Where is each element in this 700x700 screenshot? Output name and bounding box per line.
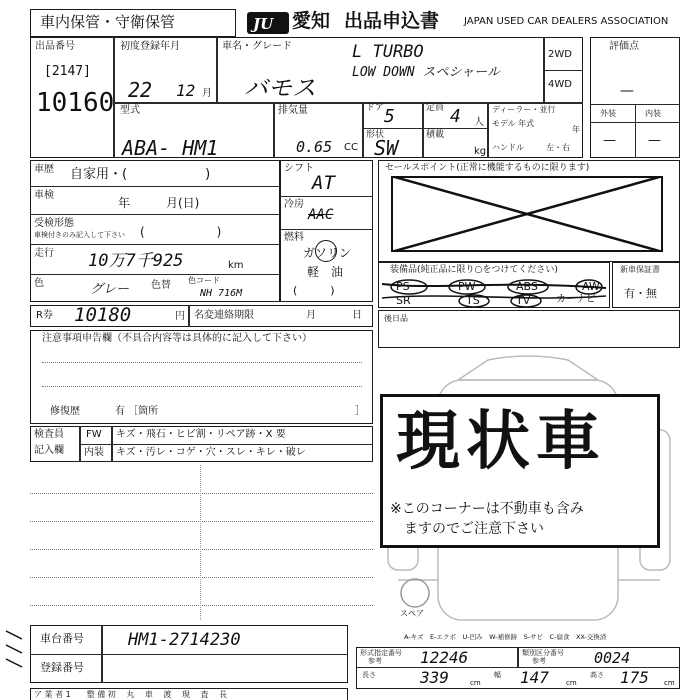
history-label: 車歴 [34, 164, 54, 175]
grade-line-1: L TURBO [352, 42, 424, 62]
inspector-label-1: 検査員 [34, 429, 64, 440]
color-value: グレー [90, 282, 130, 297]
shift-label: シフト [284, 163, 314, 174]
registration-month-unit: 月 [202, 88, 212, 99]
model-label: 型式 [120, 105, 140, 116]
equipment-strike-marks [378, 274, 610, 308]
ac-value: AAC [308, 207, 334, 223]
damage-legend: A-キズ E-エクボ U-凹み W-補修跡 S-サビ C-腐食 XX-交換済 [404, 633, 607, 641]
category-label: 類別区分番号 [522, 649, 564, 657]
equip-ps: PS [396, 280, 410, 293]
fuel-diesel: 軽 油 [307, 265, 344, 279]
inspection-label: 車検 [34, 190, 54, 201]
repair-close: ］ [355, 406, 365, 417]
equipment-label: 装備品(純正品に限り○をつけてください) [390, 265, 558, 275]
fuel-circle-mark [315, 240, 337, 262]
fw-text: キズ・飛石・ヒビ割・リペア跡・X 要 [116, 429, 286, 440]
lot-label: 出品番号 [35, 41, 75, 52]
dealer-label: ディーラー・並行 [492, 105, 556, 114]
registration-month: 12 [176, 81, 196, 100]
lot-sub-code: [2147] [44, 64, 91, 79]
vehicle-name-label: 車名・グレード [222, 41, 292, 52]
capacity-value: 4 [450, 106, 461, 127]
equip-aw: AW [582, 280, 600, 293]
color-code-label: 色コード [188, 276, 220, 285]
doors-value: 5 [384, 106, 395, 127]
equip-pw: PW [458, 280, 476, 293]
model-spec-value: 12246 [420, 648, 469, 667]
logo-text: 愛知 [292, 10, 331, 32]
sales-point-crossed-box [391, 176, 663, 252]
history-value: 自家用・( ) [70, 167, 211, 182]
notes-label: 注意事項申告欄（不具合内容等は具体的に記入して下さい） [42, 333, 312, 344]
equip-navi: カーナビ [556, 294, 596, 305]
inspection-value: 年 月(日) [118, 196, 200, 210]
equip-abs: ABS [516, 280, 538, 293]
fuel-label: 燃料 [284, 232, 304, 243]
cross-out-icon [391, 176, 663, 252]
doors-label: ドア [366, 103, 384, 113]
height-value: 175 [620, 668, 649, 687]
capacity-unit: 人 [474, 117, 484, 128]
lot-number: 10160 [36, 88, 115, 118]
notes-box [30, 330, 373, 424]
mileage-label: 走行 [34, 248, 54, 259]
mileage-value: 10万7千925 [88, 251, 184, 271]
fuel-paren: ( ) [293, 284, 335, 297]
registration-year: 22 [128, 78, 153, 102]
ju-logo [247, 12, 289, 34]
fuel-gas: ガソリン [303, 246, 352, 260]
repair-label: 修復歴 [50, 406, 80, 417]
handle-value: 左・右 [546, 143, 570, 152]
fw-label: FW [86, 429, 102, 440]
registration-label: 初度登録年月 [120, 41, 180, 52]
length-label: 長さ [362, 671, 376, 679]
form-title: 出品申込書 [344, 10, 440, 32]
r-ticket-label: R券 [36, 310, 53, 321]
drive-2wd: 2WD [548, 49, 572, 60]
model-spec-ref: 参考 [368, 657, 382, 665]
r-ticket-value: 10180 [74, 304, 132, 326]
r-ticket-unit: 円 [175, 311, 185, 322]
association-name: JAPAN USED CAR DEALERS ASSOCIATION [464, 16, 669, 27]
displacement-unit: CC [344, 142, 358, 153]
inspector-interior-label: 内装 [84, 447, 104, 458]
bottom-row-text: ア 業 者 1 整 備 初 丸 車 渡 現 査 長 [34, 690, 228, 699]
width-unit: cm [566, 679, 577, 687]
mileage-unit: km [228, 260, 244, 271]
color-code-value: NH 716M [200, 288, 243, 299]
load-label: 積載 [426, 130, 445, 140]
equip-tv: TV [516, 294, 531, 307]
repair-value: 有 ［箇所 [115, 406, 159, 417]
inspector-label-2: 記入欄 [34, 445, 64, 456]
height-unit: cm [664, 679, 675, 687]
color-label: 色 [34, 278, 44, 289]
acceptance-value: ( ) [140, 225, 222, 239]
interior-value: — [648, 133, 661, 148]
shape-value: SW [374, 136, 399, 160]
capacity-label: 定員 [426, 103, 445, 113]
exterior-label: 外装 [600, 109, 616, 118]
as-is-stamp-text: 現状車 [396, 405, 606, 479]
rear-items-box [378, 310, 680, 348]
evaluation-score: — [620, 83, 634, 99]
warranty-label: 新車保証書 [620, 265, 660, 274]
chassis-value: HM1-2714230 [128, 630, 241, 650]
load-unit: kg [474, 146, 487, 157]
stamp-note-line-2: ますのでご注意下さい [404, 521, 544, 537]
model-spec-label: 形式指定番号 [360, 649, 402, 657]
color-change-label: 色替 [151, 280, 171, 291]
sales-point-label: セールスポイント(正常に機能するものに限ります) [385, 163, 590, 173]
grade-line-2: LOW DOWN スペシャール [352, 65, 500, 80]
reg-number-label: 登録番号 [40, 661, 84, 674]
acceptance-label: 受検形態 [34, 218, 74, 229]
name-change-day: 日 [352, 310, 362, 321]
name-change-month: 月 [306, 310, 316, 321]
name-change-label: 名変連絡期限 [194, 310, 254, 321]
year-label: 年 [572, 125, 580, 134]
writing-area [30, 465, 373, 620]
hole-punch-marks [2, 625, 26, 685]
interior-label: 内装 [645, 109, 661, 118]
inspector-interior-text: キズ・汚レ・コゲ・穴・スレ・キレ・破レ [116, 447, 306, 458]
exterior-value: — [603, 133, 616, 148]
storage-label: 車内保管・守衛保管 [40, 13, 176, 31]
shape-label: 形状 [366, 130, 385, 140]
equip-sr: SR [396, 294, 411, 307]
acceptance-note: 車検付きのみ記入して下さい [34, 231, 125, 239]
shift-value: AT [312, 172, 335, 194]
model-code: ABA- HM1 [122, 136, 219, 160]
length-unit: cm [470, 679, 481, 687]
chassis-label: 車台番号 [40, 632, 84, 645]
stamp-note-line-1: ※このコーナーは不動車も含み [390, 501, 584, 517]
evaluation-label: 評価点 [609, 41, 639, 52]
category-value: 0024 [594, 649, 631, 667]
length-value: 339 [420, 668, 449, 687]
equip-ts: TS [466, 294, 480, 307]
logo-mark: JU [253, 15, 274, 33]
category-ref: 参考 [532, 657, 546, 665]
warranty-value: 有・無 [624, 287, 657, 300]
height-label: 高さ [590, 671, 604, 679]
spare-tire-icon [401, 579, 429, 607]
width-value: 147 [520, 668, 549, 687]
model-year-label: モデル 年式 [492, 119, 535, 128]
vehicle-name: バモス [244, 74, 316, 102]
rear-items-label: 後日品 [384, 314, 408, 323]
width-label: 幅 [494, 671, 501, 679]
ac-label: 冷房 [284, 199, 304, 210]
drive-4wd: 4WD [548, 79, 572, 90]
displacement-label: 排気量 [278, 105, 308, 116]
spare-label: スペア [400, 609, 424, 618]
handle-label: ハンドル [492, 143, 524, 152]
displacement-value: 0.65 [296, 138, 333, 156]
